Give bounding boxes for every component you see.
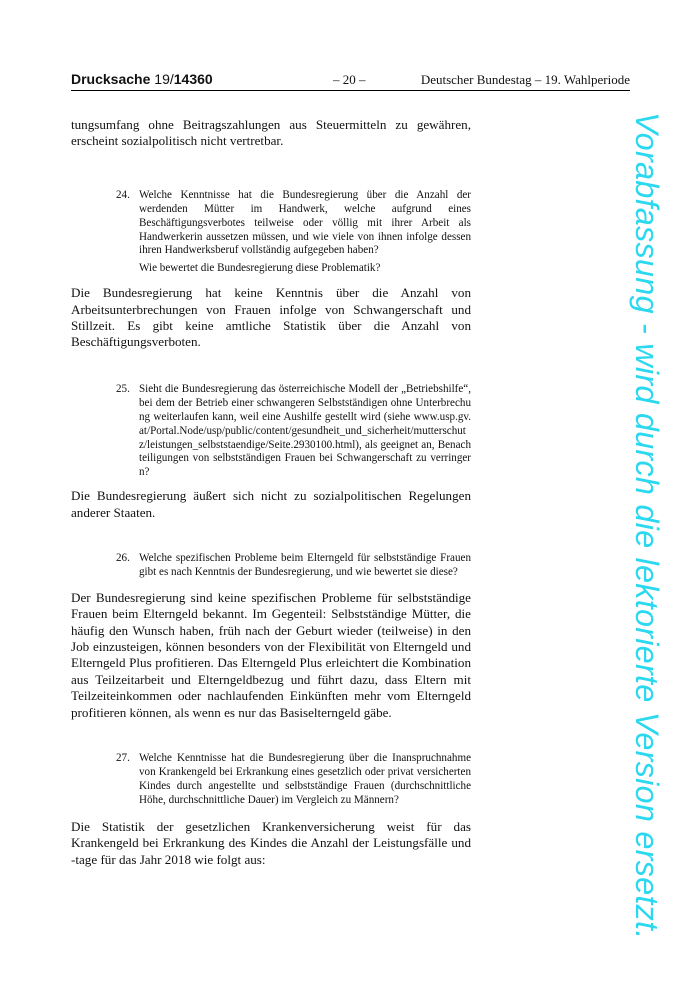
question-26 — [71, 552, 471, 580]
intro-paragraph: tungsumfang ohne Beitragszahlungen aus Steuermitteln zu gewähren, erscheint sozialpolitisch nicht vertretbar. — [71, 117, 471, 149]
doc-label: Drucksache — [71, 71, 151, 87]
publisher: Deutscher Bundestag – 19. Wahlperiode — [420, 72, 630, 87]
question-27 — [71, 752, 471, 808]
question-text: Welche spezifischen Probleme beim Elterngeld für selbstständige Frauen gibt es nach Kenntnis der Bundesregierung, und wie bewertet sie diese? — [139, 552, 471, 578]
question-text: Welche Kenntnisse hat die Bundesregierung über die Anzahl der werdenden Mütter im Handwerk, welche aufgrund eines Beschäftigungsverbotes teilweise oder völlig mit ihrer Arbeit als Handwerkerin aussetzen müssen, und wie viele von ihnen infolge dessen ihren Handwerksberuf vollständig aufgegeben haben? — [139, 188, 471, 257]
draft-watermark: Vorabfassung - wird durch die lektorierte Version ersetzt. — [629, 112, 665, 940]
question-text: Welche Kenntnisse hat die Bundesregierung über die Inanspruchnahme von Krankengeld bei Erkrankung eines gesetzlich oder privat versicherten Kindes durch angestellte und selbstständige Frauen (durchschnittliche Höhe, durchschnittliche Dauer) im Vergleich zu Männern? — [139, 752, 471, 806]
question-24 — [71, 189, 471, 276]
page-number: – 20 – — [333, 72, 366, 87]
question-number: 26. — [116, 552, 130, 565]
question-text: Sieht die Bundesregierung das österreichische Modell der „Betriebshilfe“, bei dem der Betrieb einer schwangeren Selbstständigen ohne Unterbrechung weiterlaufen kann, weil eine Aushilfe gestellt wird (siehe www.usp.gv.at/Portal.Node/usp/public/content/gesundheit_und_sicherheit/mutterschutz/leistungen_selbststaendige/Seite.2930100.html), als geeignet an, Benachteiligungen von selbstständigen Frauen bei Schwangerschaft zu verringern? — [139, 382, 471, 479]
answer-25: Die Bundesregierung äußert sich nicht zu sozialpolitischen Regelungen anderer Staaten. — [71, 488, 471, 520]
doc-number-prefix: 19/ — [154, 71, 174, 87]
document-id — [71, 71, 213, 87]
question-subtext: Wie bewertet die Bundesregierung diese Problematik? — [139, 262, 381, 275]
doc-number: 14360 — [173, 71, 213, 87]
answer-27: Die Statistik der gesetzlichen Krankenversicherung weist für das Krankengeld bei Erkrankung des Kindes die Anzahl der Leistungsfälle und -tage für das Jahr 2018 wie folgt aus: — [71, 818, 471, 867]
question-number: 24. — [116, 188, 130, 201]
page-header — [71, 70, 630, 91]
page-content — [71, 117, 471, 868]
question-25 — [71, 383, 471, 480]
answer-26: Der Bundesregierung sind keine spezifischen Probleme für selbstständige Frauen beim Elterngeld bekannt. Im Gegenteil: Selbstständige Mütter, die häufig den Wunsch haben, früh nach der Geburt wieder (teilweise) in den Job einzusteigen, können besonders von der Flexibilität von Elterngeld und Elterngeld Plus profitieren. Das Elterngeld Plus erleichtert die Kombination aus Teilzeitarbeit und Elterngeldbezug und führt dazu, dass Eltern mit Teilzeiteinkommen oder nachlaufenden Einkünften mehr vom Elterngeld profitieren können, als wenn es nur das Basiselterngeld gäbe. — [71, 589, 471, 720]
question-number: 27. — [116, 752, 130, 765]
answer-24: Die Bundesregierung hat keine Kenntnis über die Anzahl von Arbeitsunterbrechungen von Frauen infolge von Schwangerschaft und Stillzeit. Es gibt keine amtliche Statistik über die Anzahl von Beschäftigungsverboten. — [71, 285, 471, 350]
question-number: 25. — [116, 382, 130, 395]
